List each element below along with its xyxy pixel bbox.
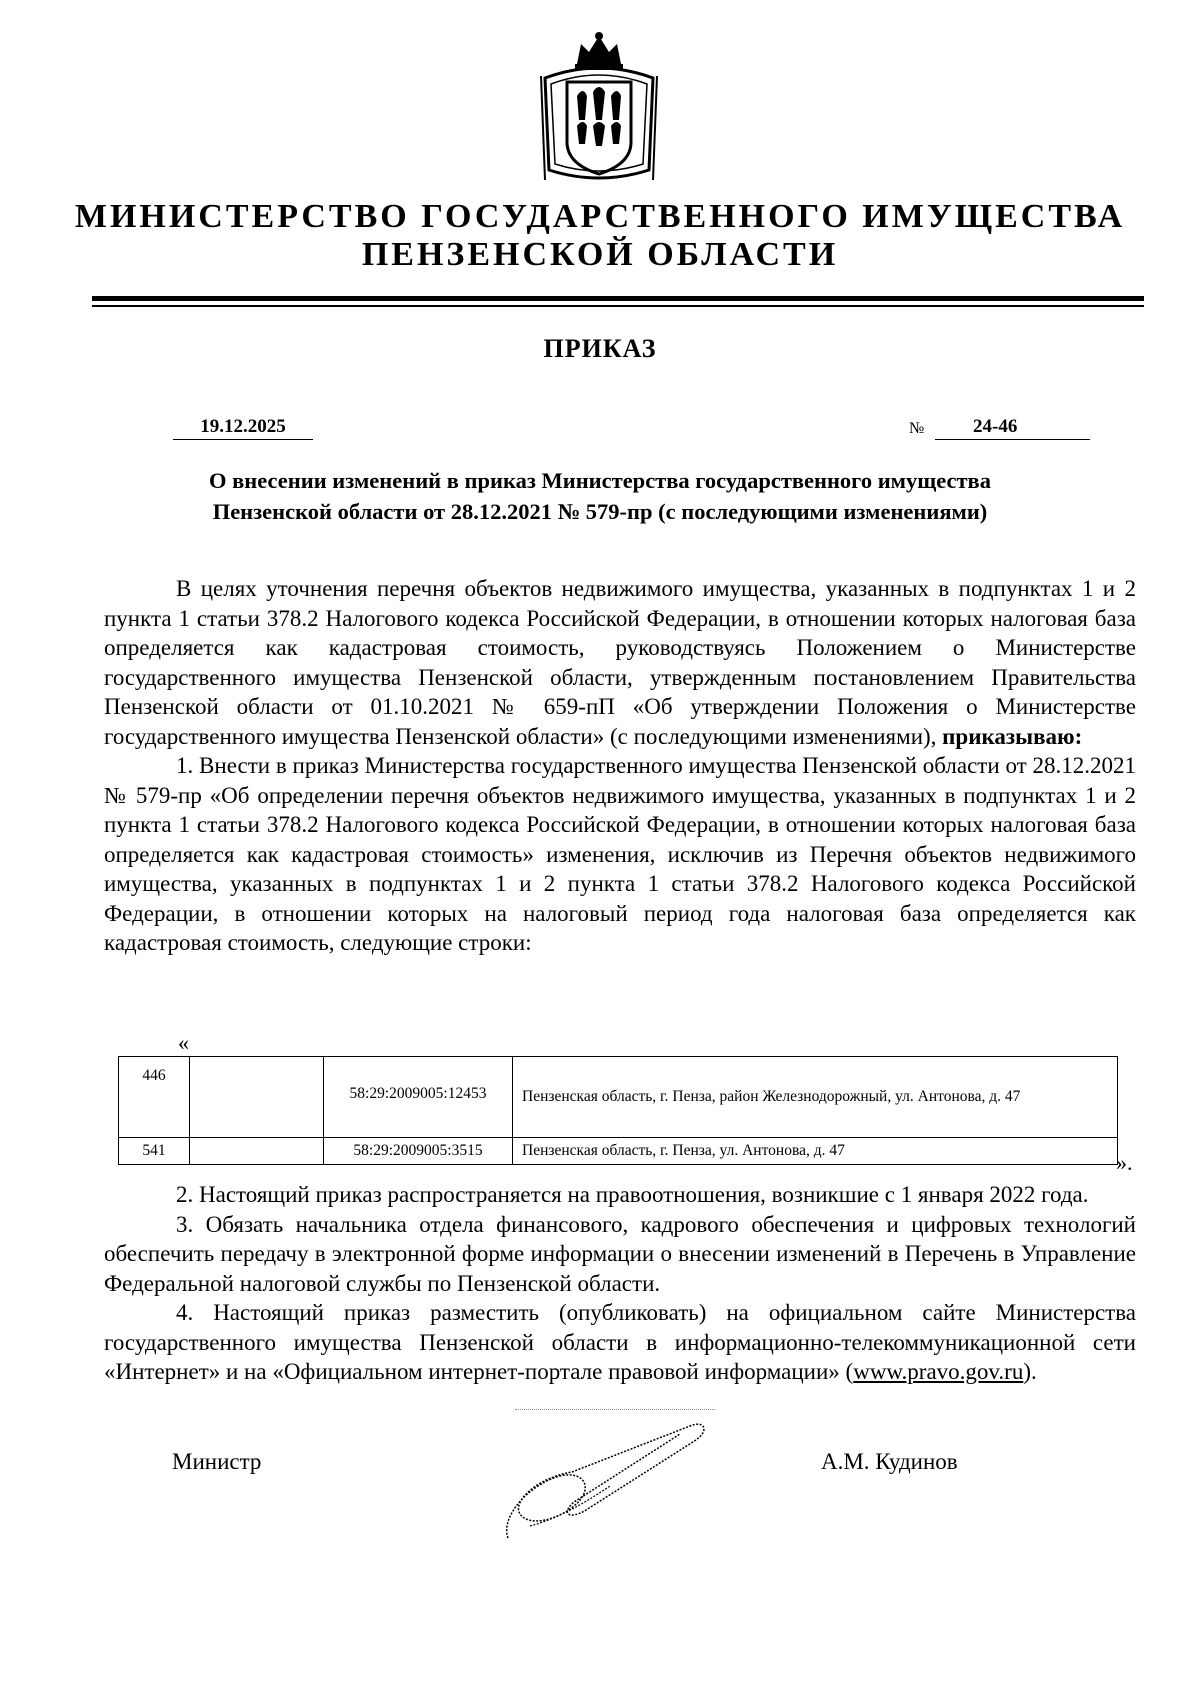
- item-4-end: ).: [1023, 1359, 1037, 1384]
- empty-cell: [190, 1057, 324, 1138]
- body-section-1: [104, 574, 1136, 958]
- document-subject: [100, 465, 1100, 527]
- empty-cell: [190, 1138, 324, 1165]
- cadastral-number-cell: 58:29:2009005:3515: [324, 1138, 513, 1165]
- row-number-cell: 446: [119, 1057, 190, 1138]
- row-number-cell: 541: [119, 1138, 190, 1165]
- handwritten-signature: [490, 1398, 725, 1548]
- item-3-paragraph: 3. Обязать начальника отдела финансового, кадрового обеспечения и цифровых технологий обеспечить передачу в электронной форме информации о внесении изменений в Перечень в Управление Федеральной налоговой службы по Пензенской области.: [104, 1211, 1136, 1296]
- document-type-title: ПРИКАЗ: [543, 334, 657, 363]
- preamble-paragraph: [104, 574, 1136, 751]
- preamble-order-word: приказываю:: [942, 723, 1083, 749]
- table-row: [119, 1057, 1118, 1138]
- address-cell: Пензенская область, г. Пенза, район Железнодорожный, ул. Антонова, д. 47: [513, 1057, 1118, 1138]
- ministry-name-line2: ПЕНЗЕНСКОЙ ОБЛАСТИ: [361, 236, 839, 273]
- item-4-paragraph: [104, 1298, 1136, 1387]
- coat-of-arms-emblem: [537, 30, 661, 186]
- subject-line1: О внесении изменений в приказ Министерства государственного имущества: [209, 468, 991, 493]
- document-date: 19.12.2025: [173, 416, 313, 440]
- preamble-text: В целях уточнения перечня объектов недвижимого имущества, указанных в подпунктах 1 и 2 пункта 1 статьи 378.2 Налогового кодекса Российской Федерации, в отношении которых налоговая база определяется как кадастровая стоимость, руководствуясь Положением о Министерстве государственного имущества Пензенской области, утвержденным постановлением Правительства Пензенской области от 01.10.2021 № 659-пП «Об утверждении Положения о Министерстве государственного имущества Пензенской области» (с последующими изменениями),: [104, 576, 1136, 749]
- table-row: [119, 1138, 1118, 1165]
- body-section-2: [104, 1180, 1136, 1387]
- cadastral-number-cell: 58:29:2009005:12453: [324, 1057, 513, 1138]
- signer-name: А.М. Кудинов: [821, 1449, 958, 1474]
- signer-position: Министр: [172, 1449, 262, 1474]
- pravo-gov-link[interactable]: www.pravo.gov.ru: [853, 1359, 1024, 1384]
- excluded-rows-table: [118, 1056, 1118, 1165]
- quote-open: «: [178, 1030, 189, 1055]
- number-sign: №: [909, 420, 925, 437]
- subject-line2: Пензенской области от 28.12.2021 № 579-пр (с последующими изменениями): [212, 499, 988, 524]
- address-cell: Пензенская область, г. Пенза, ул. Антонова, д. 47: [513, 1138, 1118, 1165]
- item-2-paragraph: 2. Настоящий приказ распространяется на правоотношения, возникшие с 1 января 2022 года.: [176, 1182, 1089, 1207]
- document-number: 24-46: [935, 416, 1090, 440]
- item-4-text: 4. Настоящий приказ разместить (опубликовать) на официальном сайте Министерства государственного имущества Пензенской области в информационно-телекоммуникационной сети «Интернет» и на «Официальном интернет-портале правовой информации» (: [104, 1300, 1136, 1384]
- ministry-name-line1: МИНИСТЕРСТВО ГОСУДАРСТВЕННОГО ИМУЩЕСТВА: [74, 198, 1126, 235]
- item-1-paragraph: 1. Внести в приказ Министерства государственного имущества Пензенской области от 28.12.2021 № 579-пр «Об определении перечня объектов недвижимого имущества, указанных в подпунктах 1 и 2 пункта 1 статьи 378.2 Налогового кодекса Российской Федерации, в отношении которых налоговая база определяется как кадастровая стоимость» изменения, исключив из Перечня объектов недвижимого имущества, указанных в подпунктах 1 и 2 пункта 1 статьи 378.2 Налогового кодекса Российской Федерации, в отношении которых на налоговый период года налоговая база определяется как кадастровая стоимость, следующие строки:: [104, 753, 1136, 955]
- header-divider-thin: [92, 305, 1144, 307]
- header-divider-thick: [92, 296, 1144, 301]
- quote-close: ».: [1116, 1150, 1133, 1175]
